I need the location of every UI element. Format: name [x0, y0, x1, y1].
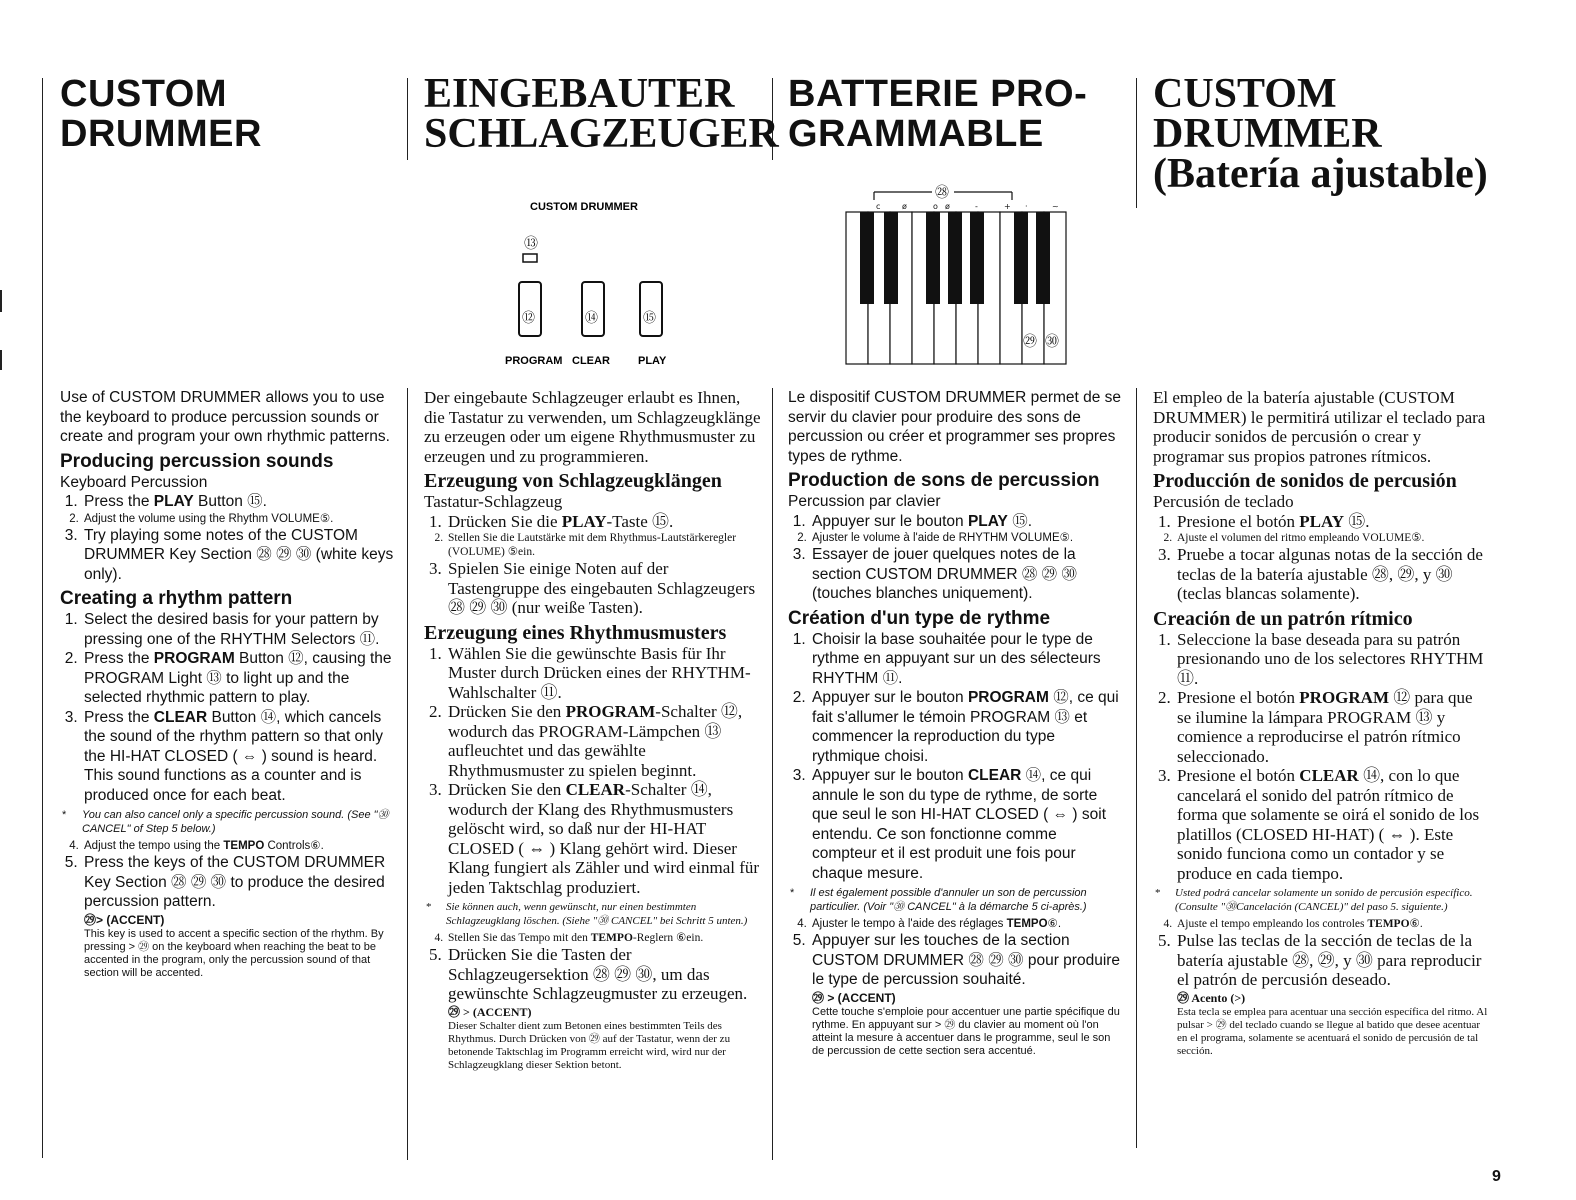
step-item: 1. Appuyer sur le bouton PLAY ⑮. [810, 512, 1124, 532]
step-item: 1. Wählen Sie die gewünschte Basis für Ihr Muster durch Drücken eines der RHYTHM-Wahlschalter ⑪. [446, 644, 762, 703]
title-fr-line1: BATTERIE PRO- [788, 73, 1088, 115]
title-de-line1: EINGEBAUTER [424, 71, 735, 117]
program-button-label: PROGRAM [505, 355, 563, 367]
step-item: 1. Drücken Sie die PLAY-Taste ⑮. [446, 512, 762, 532]
step-item: 5. Press the keys of the CUSTOM DRUMMER Key Section ㉘ ㉙ ㉚ to produce the desired percussion pattern. [82, 853, 398, 912]
step-item: 1. Seleccione la base deseada para su patrón presionando uno de los selectores RHYTHM ⑪. [1175, 630, 1489, 689]
keyboard-figure [840, 180, 1080, 370]
step-item: 3. Essayer de jouer quelques notes de la section CUSTOM DRUMMER ㉘ ㉙ ㉚ (touches blanches uniquement). [810, 545, 1124, 604]
intro-text: El empleo de la batería ajustable (CUSTOM DRUMMER) le permitirá utilizar el teclado para producir sonidos de percusión o crear y programar sus propios patrones rítmicos. [1153, 388, 1486, 466]
cancel-key-number: ㉚ [1045, 334, 1059, 350]
key-mark: - [975, 202, 978, 211]
title-en [60, 74, 400, 154]
margin-mark [0, 350, 2, 370]
step-item: 2. Stellen Sie die Lautstärke mit dem Rhythmus-Lautstärkeregler (VOLUME) ⑤ein. [446, 531, 762, 559]
accent-note [424, 1006, 762, 1072]
column-rule [407, 78, 408, 160]
subheading: Percussion par clavier [788, 493, 941, 510]
column-rule [772, 388, 773, 1160]
step-item: 1. Presione el botón PLAY ⑮. [1175, 512, 1489, 532]
step-item: 3. Pruebe a tocar algunas notas de la sección de teclas de la batería ajustable ㉘, ㉙, y ㉚ (teclas blancas solamente). [1175, 545, 1489, 604]
note-text: * Sie können auch, wenn gewünscht, nur einen bestimmten Schlagzeugklang löschen. (Siehe "㉚ CANCEL" bei Schritt 5 unten.) [424, 900, 762, 928]
key-mark: o [933, 202, 938, 211]
step-item: 1. Press the PLAY Button ⑮. [82, 492, 398, 512]
accent-key-number: ㉙ [1023, 334, 1037, 350]
step-item: 1. Select the desired basis for your pattern by pressing one of the RHYTHM Selectors ⑪. [82, 610, 398, 649]
title-es-line1: CUSTOM [1153, 71, 1337, 117]
step-item: 2. Appuyer sur le bouton PROGRAM ⑫, ce qui fait s'allumer le témoin PROGRAM ⑬ et commencer la reproduction du type rythmique choisi. [810, 688, 1124, 766]
control-panel-figure [490, 190, 690, 370]
subheading: Percusión de teclado [1153, 492, 1294, 511]
step-item: 3. Try playing some notes of the CUSTOM DRUMMER Key Section ㉘ ㉙ ㉚ (white keys only). [82, 526, 398, 585]
step-item: 3. Spielen Sie einige Noten auf der Tastengruppe des eingebauten Schlagzeugers ㉘ ㉙ ㉚ (nur weiße Tasten). [446, 559, 762, 618]
column-rule [1136, 388, 1137, 1148]
steps-list [788, 630, 1124, 884]
title-de-line2: SCHLAGZEUGER [424, 111, 779, 157]
steps-list [60, 492, 398, 584]
title-es [1153, 71, 1513, 197]
intro-text: Use of CUSTOM DRUMMER allows you to use the keyboard to produce percussion sounds or create and program your own rhythmic patterns. [60, 389, 390, 445]
section-heading: Creating a rhythm pattern [60, 588, 293, 609]
title-en-line2: DRUMMER [60, 113, 262, 155]
steps-list [788, 917, 1124, 990]
program-button-number: ⑫ [522, 311, 536, 326]
accent-note [1153, 992, 1489, 1058]
subheading: Tastatur-Schlagzeug [424, 492, 563, 511]
step-item: 4. Stellen Sie das Tempo mit den TEMPO-Reglern ⑥ein. [446, 931, 762, 945]
steps-list [424, 512, 762, 618]
accent-note [788, 992, 1124, 1058]
step-item: 5. Appuyer sur les touches de la section CUSTOM DRUMMER ㉘ ㉙ ㉚ pour produire le type de percussion souhaité. [810, 931, 1124, 990]
steps-list [1153, 512, 1489, 604]
section-heading: Erzeugung von Schlagzeugklängen [424, 470, 722, 492]
column-english [60, 388, 398, 980]
play-button-number: ⑮ [643, 311, 657, 326]
accent-text: This key is used to accent a specific section of the rhythm. By pressing > ㉙ on the keyboard when reaching the beat to be accented in the program, only the percussion sound of that section will be accented. [84, 927, 384, 979]
accent-text: Esta tecla se emplea para acentuar una sección específica del ritmo. Al pulsar > ㉙ del teclado cuando se llegue al batido que desee acentuar en el programa, solamente se acentuará el sonido de percusión de tal sección. [1177, 1005, 1488, 1057]
key-mark: · [1025, 202, 1028, 211]
column-rule [407, 388, 408, 1160]
step-item: 4. Ajuster le tempo à l'aide des réglages TEMPO⑥. [810, 917, 1124, 931]
clear-button-label: CLEAR [572, 355, 610, 367]
step-item: 3. Presione el botón CLEAR ⑭, con lo que cancelará el sonido del patrón rítmico de forma que solamente se oirá el sonido de los platillos (CLOSED HI-HAT) ( ⇔ ). Este sonido funciona como un contador y se produce en cada tiempo. [1175, 766, 1489, 883]
steps-list [60, 839, 398, 912]
accent-text: Dieser Schalter dient zum Betonen eines bestimmten Teils des Rhythmus. Durch Drücken von ㉙ auf der Tastatur, wenn der zu betonende Taktschlag im Programm erreicht wird, wird nur der Schlagzeugklang dieser Sektion betont. [448, 1019, 731, 1071]
accent-text: Cette touche s'emploie pour accentuer une partie spécifique du rythme. En appuyant sur > ㉙ du clavier au moment où l'on atteint la mesure à accentuer dans le programme, seul le son de percussion de cette section sera accentué. [812, 1005, 1120, 1057]
accent-heading: ㉙ > (ACCENT) [448, 1004, 532, 1019]
section-heading: Erzeugung eines Rhythmusmusters [424, 621, 727, 644]
note-text: * You can also cancel only a specific percussion sound. (See "㉚CANCEL" of Step 5 below.) [60, 808, 398, 836]
steps-list [60, 610, 398, 805]
step-item: 2. Ajuster le volume à l'aide de RHYTHM VOLUME⑤. [810, 531, 1124, 545]
program-light-number: ⑬ [524, 236, 538, 252]
title-fr [788, 74, 1133, 154]
step-item: 5. Pulse las teclas de la sección de teclas de la batería ajustable ㉘, ㉙, y ㉚ para reproducir el patrón de percusión deseado. [1175, 931, 1489, 990]
step-item: 4. Ajuste el tempo empleando los controles TEMPO⑥. [1175, 917, 1489, 931]
step-item: 2. Ajuste el volumen del ritmo empleando VOLUME⑤. [1175, 531, 1489, 545]
accent-note [60, 914, 398, 980]
key-mark: ø [902, 202, 907, 211]
accent-heading: ㉙> (ACCENT) [84, 912, 165, 927]
page-number: 9 [1492, 1168, 1501, 1185]
key-mark: c [876, 202, 881, 211]
clear-button-shape [582, 282, 604, 336]
column-spanish [1153, 388, 1489, 1058]
column-french [788, 388, 1124, 1058]
accent-heading: ㉙ > (ACCENT) [812, 990, 896, 1005]
subheading: Keyboard Percussion [60, 473, 208, 491]
step-item: 5. Drücken Sie die Tasten der Schlagzeugersektion ㉘ ㉙ ㉚, um das gewünschte Schlagzeugmuster zu erzeugen. [446, 945, 762, 1004]
steps-list [424, 644, 762, 898]
section-heading: Création d'un type de rythme [788, 607, 1051, 629]
step-item: 4. Adjust the tempo using the TEMPO Controls⑥. [82, 839, 398, 853]
steps-list [788, 512, 1124, 604]
accent-heading: ㉙ Acento (>) [1177, 990, 1246, 1005]
step-item: 2. Press the PROGRAM Button ⑫, causing the PROGRAM Light ⑬ to light up and the selected rhythmic pattern to play. [82, 649, 398, 708]
title-es-line3: (Batería ajustable) [1153, 151, 1488, 197]
play-button-label: PLAY [638, 355, 667, 367]
step-item: 3. Press the CLEAR Button ⑭, which cancels the sound of the rhythm pattern so that only the HI-HAT CLOSED ( ⇔ ) sound is heard. This sound functions as a counter and is produced once for each beat. [82, 708, 398, 806]
key-mark: ø [945, 202, 950, 211]
steps-list [1153, 917, 1489, 990]
title-en-line1: CUSTOM [60, 73, 227, 115]
intro-text: Der eingebaute Schlagzeuger erlaubt es Ihnen, die Tastatur zu verwenden, um Schlagzeugklänge zu erzeugen oder um eigene Rhythmusmuster zu erzeugen und zu programmieren. [424, 388, 761, 466]
key-section-number: ㉘ [935, 185, 949, 201]
key-mark: ~ [1052, 202, 1059, 211]
black-keys [860, 212, 1050, 304]
step-item: 2. Adjust the volume using the Rhythm VOLUME⑤. [82, 512, 398, 526]
clear-button-number: ⑭ [585, 311, 599, 326]
program-button-shape [519, 282, 541, 336]
column-rule [1136, 78, 1137, 208]
column-rule [42, 78, 43, 1158]
step-item: 3. Appuyer sur le bouton CLEAR ⑭, ce qui annule le son du type de rythme, de sorte que seul le son HI-HAT CLOSED ( ⇔ ) soit entendu. Ce son fonctionne comme compteur et il est produit une fois pour chaque mesure. [810, 766, 1124, 883]
program-light [523, 254, 537, 262]
section-heading: Producción de sonidos de percusión [1153, 470, 1457, 492]
play-button-shape [640, 282, 662, 336]
title-fr-line2: GRAMMABLE [788, 113, 1044, 155]
column-german [424, 388, 762, 1072]
intro-text: Le dispositif CUSTOM DRUMMER permet de se servir du clavier pour produire des sons de percussion ou créer et programmer ses propres types de rythme. [788, 389, 1122, 465]
section-heading: Production de sons de percussion [788, 470, 1100, 491]
steps-list [424, 931, 762, 1004]
note-text: * Il est également possible d'annuler un son de percussion particulier. (Voir "㉚ CANCEL" à la démarche 5 ci-après.) [788, 886, 1124, 914]
fig1-title: CUSTOM DRUMMER [530, 201, 638, 213]
step-item: 3. Drücken Sie den CLEAR-Schalter ⑭, wodurch der Klang des Rhythmusmusters gelöscht wird, so daß nur der HI-HAT CLOSED ( ⇔ ) Klang gehört wird. Dieser Klang fungiert als Zähler und wird einmal für jeden Taktschlag produziert. [446, 780, 762, 897]
section-heading: Producing percussion sounds [60, 450, 334, 472]
margin-mark [0, 290, 2, 312]
steps-list [1153, 630, 1489, 884]
title-de [424, 71, 779, 157]
section-heading: Creación de un patrón rítmico [1153, 607, 1413, 630]
step-item: 2. Drücken Sie den PROGRAM-Schalter ⑫, wodurch das PROGRAM-Lämpchen ⑬ aufleuchtet und das gewählte Rhythmusmuster zu spielen beginnt. [446, 702, 762, 780]
title-es-line2: DRUMMER [1153, 111, 1382, 157]
step-item: 2. Presione el botón PROGRAM ⑫ para que se ilumine la lámpara PROGRAM ⑬ y comience a reproducirse el patrón rítmico seleccionado. [1175, 688, 1489, 766]
step-item: 1. Choisir la base souhaitée pour le type de rythme en appuyant sur un des sélecteurs RHYTHM ⑪. [810, 630, 1124, 689]
key-mark: + [1004, 202, 1011, 211]
note-text: * Usted podrá cancelar solamente un sonido de percusión específico. (Consulte "㉚Cancelación (CANCEL)" del paso 5. siguiente.) [1153, 886, 1489, 914]
